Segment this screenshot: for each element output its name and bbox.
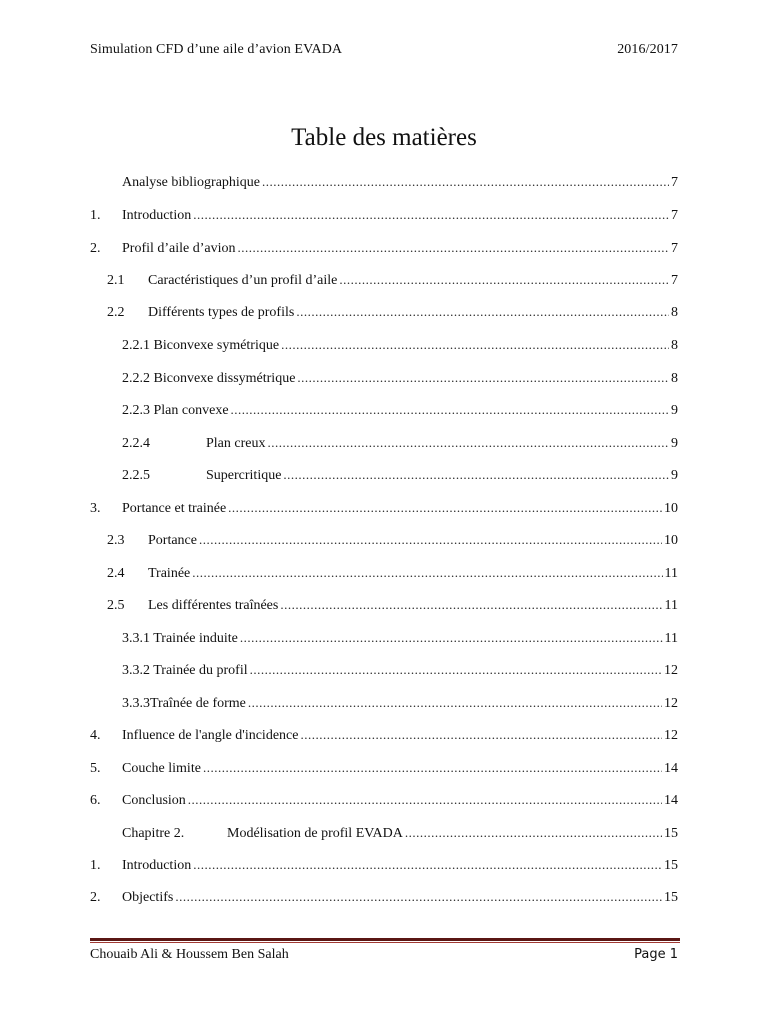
toc-entry-label: Portance bbox=[148, 533, 197, 548]
toc-dot-leader bbox=[297, 370, 669, 386]
toc-entry-page: 14 bbox=[664, 793, 678, 808]
toc-entry-label: Caractéristiques d’un profil d’aile bbox=[148, 273, 338, 288]
toc-entry[interactable] bbox=[122, 370, 678, 390]
toc-entry[interactable] bbox=[122, 630, 678, 650]
toc-entry-number: 2.5 bbox=[107, 598, 125, 613]
toc-entry-page: 9 bbox=[671, 468, 678, 483]
toc-entry[interactable] bbox=[107, 565, 678, 585]
toc-entry-label: Les différentes traînées bbox=[148, 598, 279, 613]
toc-dot-leader bbox=[228, 500, 662, 516]
toc-entry-label: Couche limite bbox=[122, 761, 201, 776]
toc-dot-leader bbox=[193, 857, 662, 873]
toc-dot-leader bbox=[296, 304, 669, 320]
toc-entry-label: 2.2.1 Biconvexe symétrique bbox=[122, 338, 280, 353]
toc-entry-number: 2.3 bbox=[107, 533, 125, 548]
toc-entry-page: 11 bbox=[664, 631, 678, 646]
toc-dot-leader bbox=[248, 695, 662, 711]
toc-entry[interactable] bbox=[122, 825, 678, 845]
toc-entry-page: 15 bbox=[664, 826, 678, 841]
toc-entry-label: Trainée bbox=[148, 566, 191, 581]
footer-rule-thin bbox=[90, 942, 680, 943]
toc-dot-leader bbox=[250, 662, 662, 678]
toc-entry-label: 3.3.3Traînée de forme bbox=[122, 696, 246, 711]
toc-entry-label: Plan creux bbox=[206, 436, 266, 451]
toc-entry-number: 2.2.4 bbox=[122, 436, 150, 451]
toc-entry-number: 2. bbox=[90, 241, 101, 256]
toc-entry-label: Conclusion bbox=[122, 793, 186, 808]
toc-dot-leader bbox=[267, 435, 669, 451]
toc-entry[interactable] bbox=[90, 857, 678, 877]
toc-entry-number: 2.2.5 bbox=[122, 468, 150, 483]
toc-dot-leader bbox=[193, 207, 669, 223]
toc-entry-page: 9 bbox=[671, 436, 678, 451]
toc-entry-page: 15 bbox=[664, 890, 678, 905]
toc-entry[interactable] bbox=[122, 337, 678, 357]
toc-dot-leader bbox=[300, 727, 662, 743]
footer-rule bbox=[90, 938, 680, 941]
toc-entry[interactable] bbox=[90, 207, 678, 227]
toc-dot-leader bbox=[199, 532, 662, 548]
toc-entry[interactable] bbox=[122, 435, 678, 455]
toc-entry[interactable] bbox=[122, 174, 678, 194]
toc-entry-number: 2.2 bbox=[107, 305, 125, 320]
toc-entry-page: 10 bbox=[664, 501, 678, 516]
toc-entry-number: 2. bbox=[90, 890, 101, 905]
toc-entry[interactable] bbox=[90, 792, 678, 812]
toc-entry-number: 3. bbox=[90, 501, 101, 516]
toc-dot-leader bbox=[283, 467, 669, 483]
toc-dot-leader bbox=[405, 825, 662, 841]
toc-entry-label: Profil d’aile d’avion bbox=[122, 241, 236, 256]
toc-entry[interactable] bbox=[122, 695, 678, 715]
toc-entry[interactable] bbox=[107, 304, 678, 324]
toc-entry-label: Analyse bibliographique bbox=[122, 175, 261, 190]
toc-dot-leader bbox=[281, 337, 669, 353]
toc-entry[interactable] bbox=[90, 889, 678, 909]
toc-entry-label: Introduction bbox=[122, 858, 192, 873]
toc-entry[interactable] bbox=[90, 760, 678, 780]
toc-dot-leader bbox=[203, 760, 662, 776]
toc-entry-number: Chapitre 2. bbox=[122, 826, 185, 841]
toc-entry[interactable] bbox=[90, 240, 678, 260]
toc-entry[interactable] bbox=[122, 467, 678, 487]
toc-entry-label: 3.3.2 Trainée du profil bbox=[122, 663, 248, 678]
toc-entry[interactable] bbox=[122, 402, 678, 422]
toc-entry[interactable] bbox=[90, 500, 678, 520]
toc-entry-number: 4. bbox=[90, 728, 101, 743]
toc-entry-number: 2.4 bbox=[107, 566, 125, 581]
toc-entry-label: Influence de l'angle d'incidence bbox=[122, 728, 299, 743]
toc-dot-leader bbox=[238, 240, 669, 256]
toc-entry[interactable] bbox=[107, 532, 678, 552]
header-title: Simulation CFD d’une aile d’avion EVADA bbox=[90, 42, 343, 57]
header-year: 2016/2017 bbox=[617, 42, 678, 57]
toc-dot-leader bbox=[188, 792, 662, 808]
toc-entry-page: 8 bbox=[671, 371, 678, 386]
toc-dot-leader bbox=[175, 889, 662, 905]
toc-dot-leader bbox=[280, 597, 662, 613]
toc-entry[interactable] bbox=[122, 662, 678, 682]
footer-page-number: Page 1 bbox=[634, 947, 678, 962]
toc-entry-page: 8 bbox=[671, 305, 678, 320]
toc-entry-label: Portance et trainée bbox=[122, 501, 227, 516]
toc-entry-page: 10 bbox=[664, 533, 678, 548]
toc-entry-label: Introduction bbox=[122, 208, 192, 223]
toc-entry-number: 1. bbox=[90, 208, 101, 223]
toc-entry-page: 12 bbox=[664, 728, 678, 743]
toc-entry-label: 2.2.3 Plan convexe bbox=[122, 403, 229, 418]
page-footer bbox=[90, 947, 678, 963]
toc-entry[interactable] bbox=[107, 272, 678, 292]
toc-title: Table des matières bbox=[291, 124, 477, 151]
toc-entry-label: Modélisation de profil EVADA bbox=[227, 826, 403, 841]
toc-dot-leader bbox=[240, 630, 663, 646]
toc-entry-page: 12 bbox=[664, 696, 678, 711]
toc-entry-page: 8 bbox=[671, 338, 678, 353]
toc-dot-leader bbox=[231, 402, 669, 418]
toc-entry-label: 3.3.1 Trainée induite bbox=[122, 631, 238, 646]
toc-entry-page: 11 bbox=[664, 598, 678, 613]
toc-entry-label: 2.2.2 Biconvexe dissymétrique bbox=[122, 371, 296, 386]
toc-entry-page: 12 bbox=[664, 663, 678, 678]
toc-entry-number: 2.1 bbox=[107, 273, 125, 288]
toc-entry-page: 11 bbox=[664, 566, 678, 581]
toc-entry-page: 7 bbox=[671, 208, 678, 223]
toc-entry-page: 7 bbox=[671, 273, 678, 288]
toc-dot-leader bbox=[262, 174, 669, 190]
toc-entry-page: 7 bbox=[671, 241, 678, 256]
footer-authors: Chouaib Ali & Houssem Ben Salah bbox=[90, 947, 289, 962]
toc-entry-page: 9 bbox=[671, 403, 678, 418]
toc-entry-label: Objectifs bbox=[122, 890, 174, 905]
toc-entry-number: 1. bbox=[90, 858, 101, 873]
toc-entry[interactable] bbox=[90, 727, 678, 747]
toc-dot-leader bbox=[339, 272, 669, 288]
toc-entry-label: Différents types de profils bbox=[148, 305, 295, 320]
toc-entry-number: 5. bbox=[90, 761, 101, 776]
toc-entry-page: 15 bbox=[664, 858, 678, 873]
toc-entry-number: 6. bbox=[90, 793, 101, 808]
toc-entry[interactable] bbox=[107, 597, 678, 617]
toc-entry-label: Supercritique bbox=[206, 468, 282, 483]
toc-entry-page: 7 bbox=[671, 175, 678, 190]
toc-entry-page: 14 bbox=[664, 761, 678, 776]
toc-dot-leader bbox=[192, 565, 662, 581]
